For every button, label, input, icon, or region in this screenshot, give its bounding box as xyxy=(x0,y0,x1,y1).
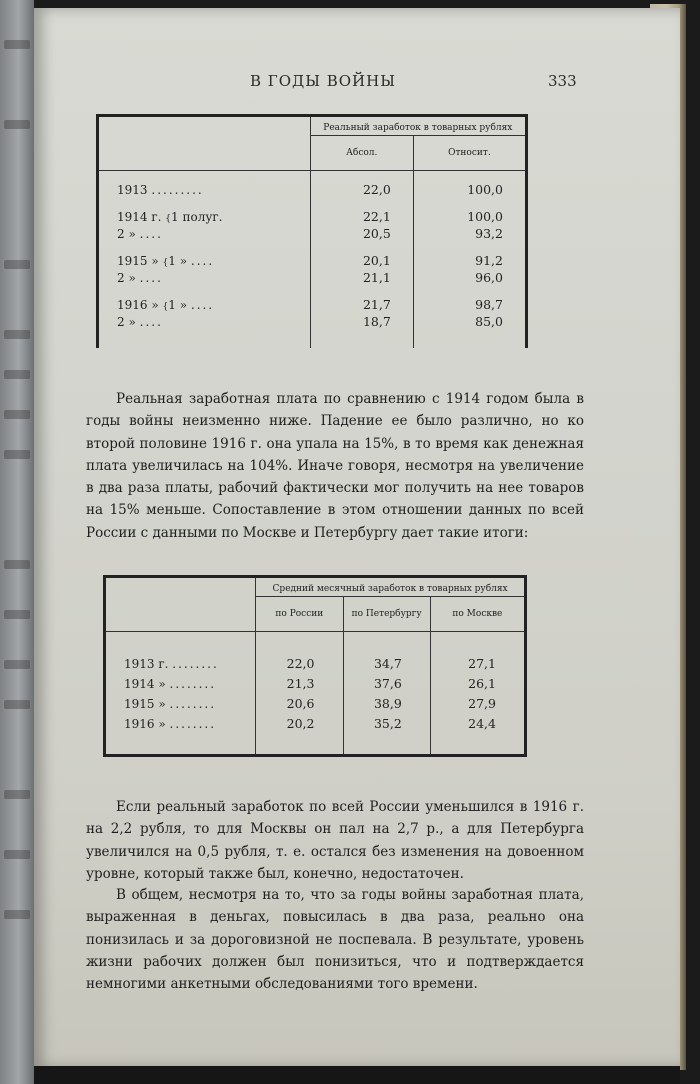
row-sublabel: 1 » xyxy=(168,253,188,268)
row-sublabel: 1 » xyxy=(168,297,188,312)
row-label: 1915 » xyxy=(117,253,159,268)
cell-moscow: 27,9 xyxy=(430,694,525,714)
row-label: 1913 г. xyxy=(124,656,169,671)
cell-rel: 96,0 xyxy=(413,269,526,286)
cell-abs: 22,0 xyxy=(310,181,413,198)
cell-abs: 18,7 xyxy=(310,313,413,330)
table-row: 1916 » {1 » .... 21,7 98,7 xyxy=(98,296,527,313)
row-sublabel: 2 » xyxy=(117,226,136,241)
paragraph-regional-comparison: Если реальный заработок по всей России уменьшился в 1916 г. на 2,2 рубля, то для Москвы он пал на 2,7 р., а для Петербурга увеличился на 0,5 рубля, т. е. остался без изменения на довоенном уровне, который также был, конечно, недостаточен. xyxy=(86,799,584,882)
column-header: по Петербургу xyxy=(343,597,430,632)
table-row: 1914 » ........ 21,3 37,6 26,1 xyxy=(105,674,526,694)
cell-petersburg: 35,2 xyxy=(343,714,430,734)
cell-russia: 21,3 xyxy=(256,674,343,694)
table-row: 1915 » {1 » .... 20,1 91,2 xyxy=(98,252,527,269)
row-label: 1913 xyxy=(117,182,148,197)
table-row: 1914 г. {1 полуг. 22,1 100,0 xyxy=(98,208,527,225)
table-row: 2 » .... 20,5 93,2 xyxy=(98,225,527,242)
real-wage-table-halfyears xyxy=(96,114,528,348)
table-row: 1913 ......... 22,0 100,0 xyxy=(98,181,527,198)
cell-moscow: 27,1 xyxy=(430,654,525,674)
table-group-header: Средний месячный заработок в товарных рублях xyxy=(256,577,526,597)
table-row: 2 » .... 21,1 96,0 xyxy=(98,269,527,286)
monthly-wage-regions-table xyxy=(103,575,527,757)
table-row: 1916 » ........ 20,2 35,2 24,4 xyxy=(105,714,526,734)
cell-rel: 100,0 xyxy=(413,181,526,198)
cell-russia: 20,2 xyxy=(256,714,343,734)
cell-abs: 20,1 xyxy=(310,252,413,269)
cell-abs: 20,5 xyxy=(310,225,413,242)
cell-russia: 20,6 xyxy=(256,694,343,714)
adjacent-page-edge xyxy=(0,0,34,1084)
row-sublabel: 1 полуг. xyxy=(171,209,223,224)
table-row: 1915 » ........ 20,6 38,9 27,9 xyxy=(105,694,526,714)
table-row: 2 » .... 18,7 85,0 xyxy=(98,313,527,330)
column-header: по России xyxy=(256,597,343,632)
cell-abs: 22,1 xyxy=(310,208,413,225)
table-row: 1913 г. ........ 22,0 34,7 27,1 xyxy=(105,654,526,674)
cell-petersburg: 34,7 xyxy=(343,654,430,674)
cell-rel: 98,7 xyxy=(413,296,526,313)
page-number: 333 xyxy=(548,72,577,90)
column-header: Абсол. xyxy=(310,136,413,171)
cell-rel: 100,0 xyxy=(413,208,526,225)
row-label: 1916 » xyxy=(124,716,166,731)
row-label: 1915 » xyxy=(124,696,166,711)
row-label: 1914 » xyxy=(124,676,166,691)
table-group-header: Реальный заработок в товарных рублях xyxy=(310,116,526,136)
cell-abs: 21,1 xyxy=(310,269,413,286)
page-bottom-shadow xyxy=(34,1066,680,1084)
cell-petersburg: 37,6 xyxy=(343,674,430,694)
cell-russia: 22,0 xyxy=(256,654,343,674)
row-sublabel: 2 » xyxy=(117,270,136,285)
cell-rel: 93,2 xyxy=(413,225,526,242)
row-label: 1914 г. xyxy=(117,209,162,224)
paragraph-real-wage-decline: Реальная заработная плата по сравнению с 1914 годом была в годы войны неизменно ниже. Падение ее было различно, но ко второй половине 1916 г. она упала на 15%, в то время как денежная плата увеличилась на 104%. Иначе говоря, несмотря на увеличение в два раза платы, рабочий фактически мог получить на нее товаров на 15% меньше. Сопоставление в этом отношении данных по всей России с данными по Москве и Петербургу дает такие итоги: xyxy=(86,391,584,541)
column-header: по Москве xyxy=(430,597,525,632)
cell-moscow: 26,1 xyxy=(430,674,525,694)
row-label: 1916 » xyxy=(117,297,159,312)
cell-petersburg: 38,9 xyxy=(343,694,430,714)
paragraph-conclusion: В общем, несмотря на то, что за годы войны заработная плата, выраженная в деньгах, повысилась в два раза, реально она понизилась и за дороговизной не поспевала. В результате, уровень жизни рабочих должен был понизиться, что и подтверждается немногими анкетными обследованиями того времени. xyxy=(86,887,584,993)
row-sublabel: 2 » xyxy=(117,314,136,329)
running-title: В ГОДЫ ВОЙНЫ xyxy=(250,72,396,90)
column-header: Относит. xyxy=(413,136,526,171)
cell-abs: 21,7 xyxy=(310,296,413,313)
cell-rel: 85,0 xyxy=(413,313,526,330)
cell-rel: 91,2 xyxy=(413,252,526,269)
cell-moscow: 24,4 xyxy=(430,714,525,734)
